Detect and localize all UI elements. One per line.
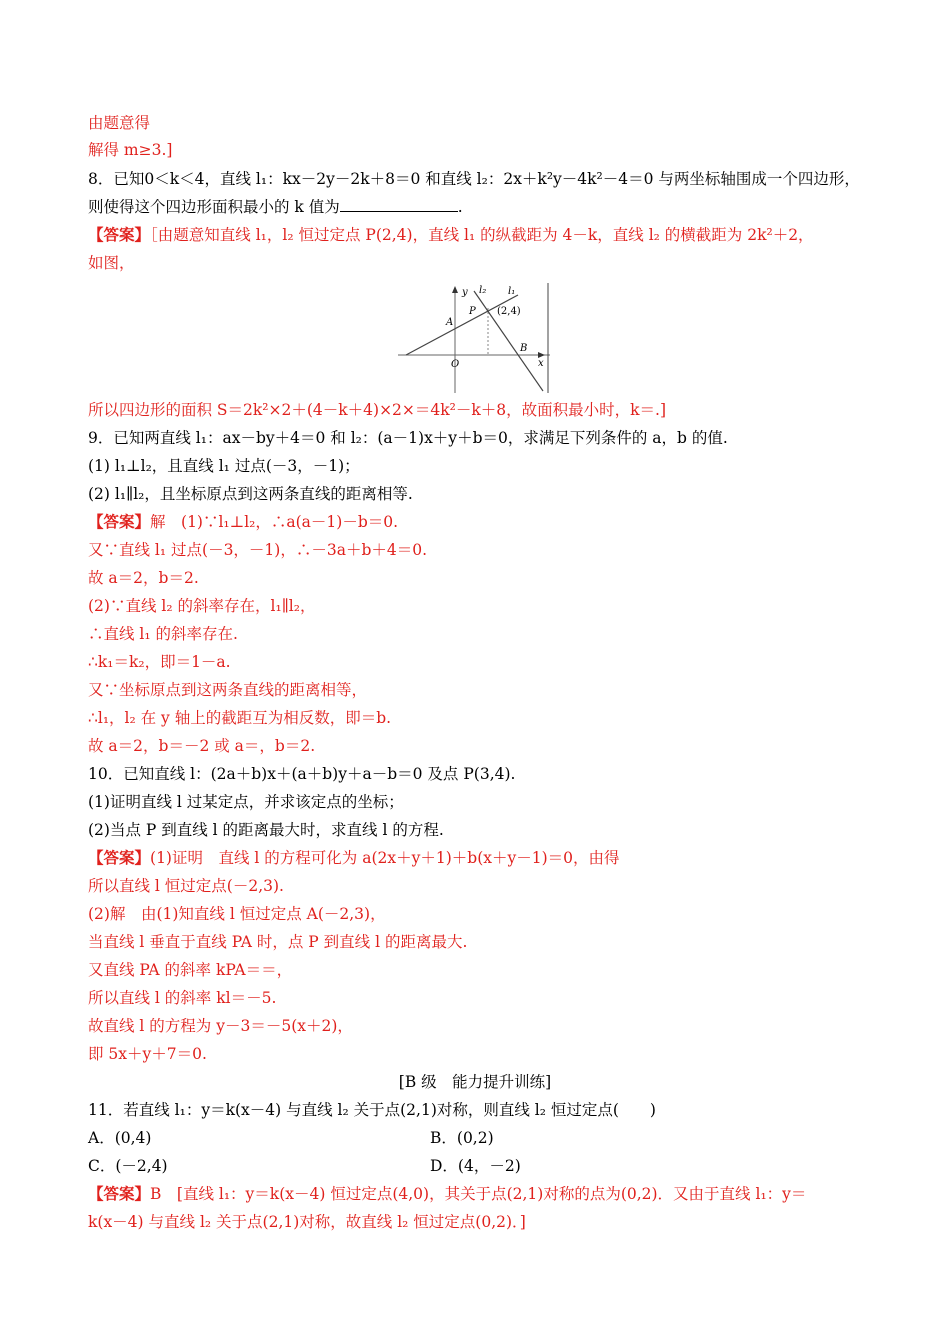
answer-line: 【答案】(1)证明 直线 l 的方程可化为 a(2x＋y＋1)＋b(x＋y－1)＝0，由得 (88, 848, 620, 867)
answer-label: 【答案】 (88, 225, 151, 244)
section-heading: [B 级 能力提升训练] (398, 1073, 552, 1091)
text-line: (2) l₁∥l₂，且坐标原点到这两条直线的距离相等. (88, 485, 413, 503)
figure-label: A (446, 317, 454, 328)
text-line: 又∵坐标原点到这两条直线的距离相等， (88, 681, 368, 699)
answer-line: 【答案】［由题意知直线 l₁，l₂ 恒过定点 P(2,4)，直线 l₁ 的纵截距为 4－k，直线 l₂ 的横截距为 2k²＋2， (88, 225, 814, 244)
answer-label: 【答案】 (88, 848, 151, 867)
answer-blank (340, 197, 458, 212)
option-a: A．(0,4) (88, 1129, 152, 1147)
question-9-text: 9．已知两直线 l₁：ax－by＋4＝0 和 l₂：(a－1)x＋y＋b＝0，求满足下列条件的 a，b 的值. (88, 429, 728, 447)
text-line: 所以直线 l 的斜率 kl＝－5. (88, 989, 277, 1007)
figure-label: (2,4) (497, 306, 521, 317)
option-d: D．(4，－2) (430, 1157, 521, 1175)
text-line: (2)∵直线 l₂ 的斜率存在，l₁∥l₂， (88, 597, 316, 615)
answer-line: 【答案】解 (1)∵l₁⊥l₂，∴a(a－1)－b＝0. (88, 512, 399, 531)
question-8-text: 8．已知0＜k＜4，直线 l₁：kx－2y－2k＋8＝0 和直线 l₂：2x＋k²y－4k²－4＝0 与两坐标轴围成一个四边形， (88, 170, 860, 188)
text-line: ∴k₁＝k₂，即＝1－a. (88, 653, 231, 671)
text-line: (2)解 由(1)知直线 l 恒过定点 A(－2,3)， (88, 905, 386, 923)
text-line: 故 a＝2，b＝－2 或 a＝，b＝2. (88, 737, 316, 755)
question-11-text: 11．若直线 l₁：y＝k(x－4) 与直线 l₂ 关于点(2,1)对称，则直线 l₂ 恒过定点( ) (88, 1101, 656, 1119)
text-line: 所以四边形的面积 S＝2k²×2＋(4－k＋4)×2×＝4k²－k＋8，故面积最小时，k＝.] (88, 401, 666, 419)
option-b: B．(0,2) (430, 1129, 494, 1147)
text-line: 解得 m≥3.] (88, 141, 173, 159)
answer-label: 【答案】 (88, 1184, 151, 1203)
text-line: 所以直线 l 恒过定点(－2,3). (88, 877, 284, 895)
figure-label: x (538, 358, 544, 369)
figure-label: B (520, 343, 528, 354)
text-line: k(x－4) 与直线 l₂ 关于点(2,1)对称，故直线 l₂ 恒过定点(0,2)．] (88, 1213, 526, 1231)
text-line: 即 5x＋y＋7＝0. (88, 1045, 207, 1063)
text-line: (1)证明直线 l 过某定点，并求该定点的坐标； (88, 793, 404, 811)
text-line: (2)当点 P 到直线 l 的距离最大时，求直线 l 的方程. (88, 821, 444, 839)
text-line: 当直线 l 垂直于直线 PA 时，点 P 到直线 l 的距离最大. (88, 933, 468, 951)
figure-label: P (469, 306, 476, 317)
question-10-text: 10．已知直线 l：(2a＋b)x＋(a＋b)y＋a－b＝0 及点 P(3,4). (88, 765, 516, 783)
text-line: 由题意得 (88, 114, 151, 132)
text-line: 如图， (88, 254, 135, 272)
text-line: 又直线 PA 的斜率 kPA＝＝， (88, 961, 293, 979)
text-line: (1) l₁⊥l₂，且直线 l₁ 过点(－3，－1)； (88, 457, 360, 475)
question-8-text-2: 则使得这个四边形面积最小的 k 值为 . (88, 198, 463, 216)
figure-label: O (451, 359, 460, 370)
text-line: ∴直线 l₁ 的斜率存在. (88, 625, 238, 643)
answer-line: 【答案】B [直线 l₁：y＝k(x－4) 恒过定点(4,0)，其关于点(2,1)对称的点为(0,2)．又由于直线 l₁：y＝ (88, 1184, 807, 1203)
text-line: ∴l₁，l₂ 在 y 轴上的截距互为相反数，即＝b. (88, 709, 392, 727)
answer-label: 【答案】 (88, 512, 151, 531)
figure-label: y (462, 287, 468, 298)
figure-label: l₂ (479, 285, 487, 296)
text-line: 又∵直线 l₁ 过点(－3，－1)，∴－3a＋b＋4＝0. (88, 541, 428, 559)
figure-label: l₁ (508, 286, 516, 297)
text-line: 故直线 l 的方程为 y－3＝－5(x＋2)， (88, 1017, 353, 1035)
option-c: C．(－2,4) (88, 1157, 168, 1175)
text-line: 故 a＝2，b＝2. (88, 569, 199, 587)
coordinate-figure (398, 283, 550, 393)
